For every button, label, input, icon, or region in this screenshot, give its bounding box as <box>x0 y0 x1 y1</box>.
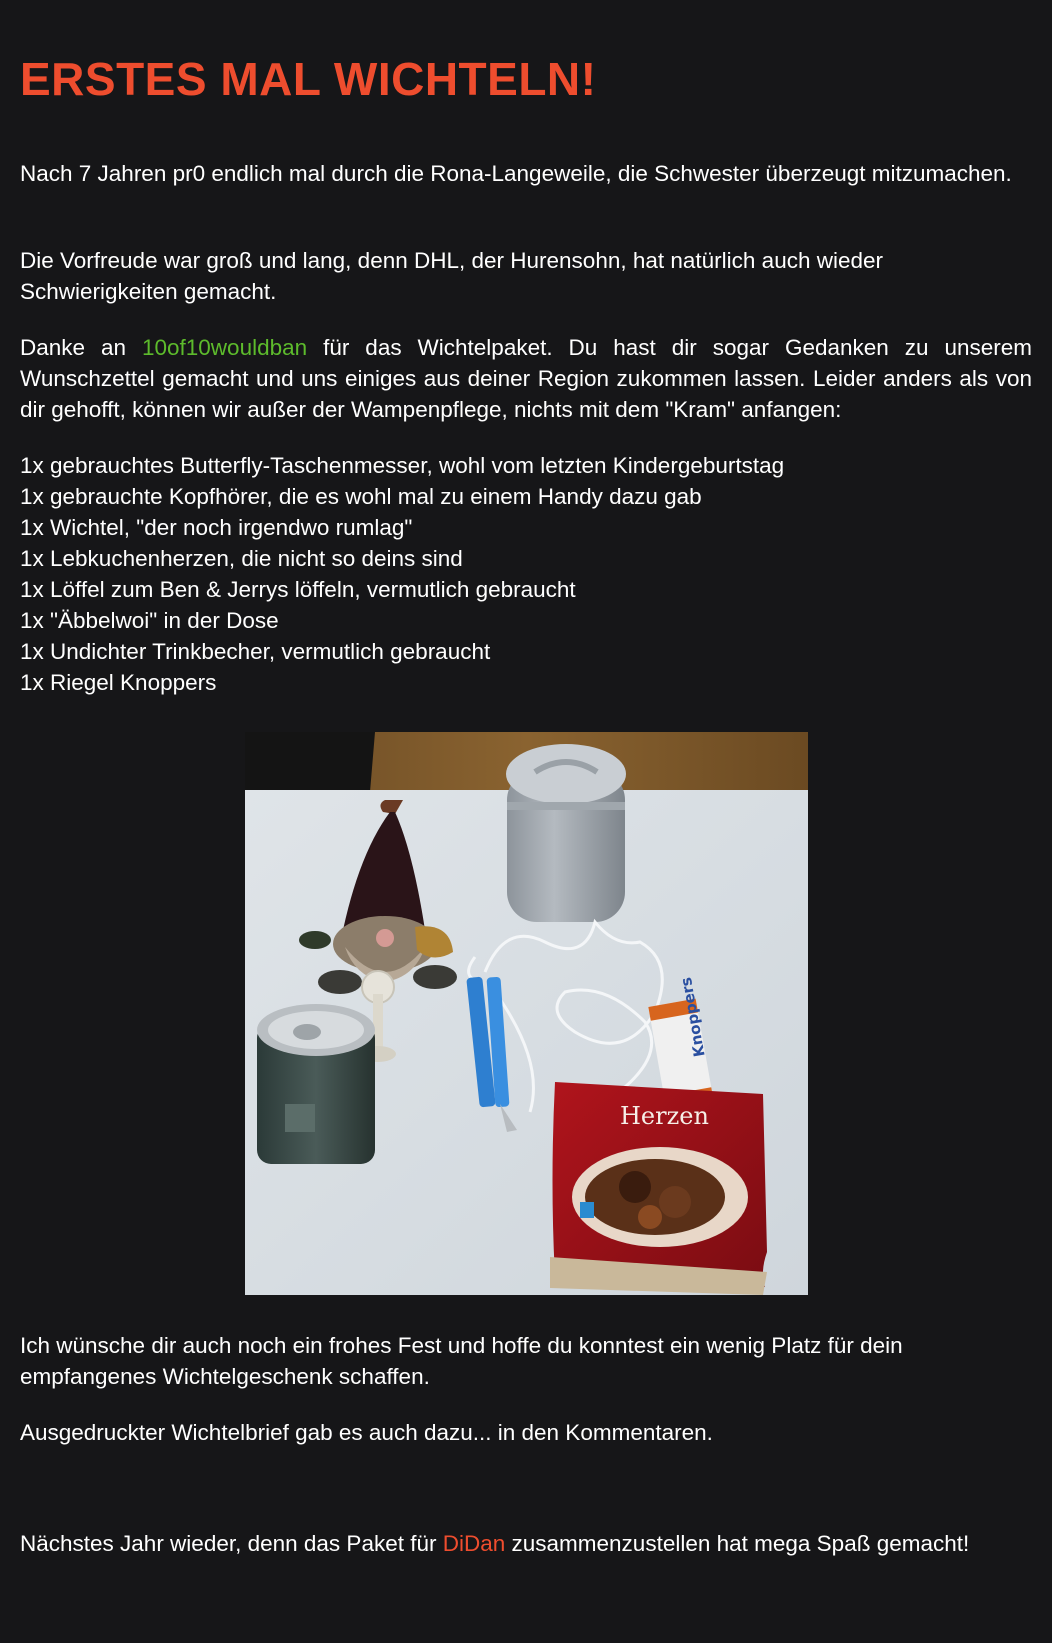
closing-paragraph <box>20 1528 1032 1559</box>
list-item: 1x Undichter Trinkbecher, vermutlich gebraucht <box>20 639 491 664</box>
list-item: 1x "Äbbelwoi" in der Dose <box>20 608 279 633</box>
post-title: ERSTES MAL WICHTELN! <box>20 53 597 105</box>
gift-photo[interactable] <box>245 732 808 1295</box>
gingerbread-hearts-bag <box>550 1082 767 1295</box>
list-item: 1x Löffel zum Ben & Jerrys löffeln, vermutlich gebraucht <box>20 577 576 602</box>
thanks-text-before: Danke an <box>20 335 142 360</box>
closing-text-before: Nächstes Jahr wieder, denn das Paket für <box>20 1531 443 1556</box>
list-item: 1x Riegel Knoppers <box>20 670 217 695</box>
bag-label: Herzen <box>620 1102 709 1130</box>
apple-wine-can <box>257 1004 375 1164</box>
gift-photo-illustration <box>245 732 808 1295</box>
thanks-paragraph <box>20 332 1032 425</box>
intro-paragraph: Nach 7 Jahren pr0 endlich mal durch die Rona-Langeweile, die Schwester überzeugt mitzumachen. <box>20 161 1012 186</box>
list-item: 1x Wichtel, "der noch irgendwo rumlag" <box>20 515 413 540</box>
dark-object-shadow <box>245 732 375 794</box>
thanks-text-after: für das Wichtelpaket. Du hast dir sogar Gedanken zu unserem Wunschzettel gemacht und uns einiges aus deiner Region zukommen lassen. Leider anders als von dir gehofft, können wir außer der Wampenpflege, nichts mit dem "Kram" anfangen: <box>20 335 1032 422</box>
delivery-paragraph: Die Vorfreude war groß und lang, denn DHL, der Hurensohn, hat natürlich auch wieder Schwierigkeiten gemacht. <box>20 248 883 304</box>
list-item: 1x gebrauchte Kopfhörer, die es wohl mal zu einem Handy dazu gab <box>20 484 702 509</box>
list-item: 1x Lebkuchenherzen, die nicht so deins sind <box>20 546 463 571</box>
user-link-didan[interactable]: DiDan <box>442 1531 506 1556</box>
wishes-paragraph: Ich wünsche dir auch noch ein frohes Fest und hoffe du konntest ein wenig Platz für dein empfangenes Wichtelgeschenk schaffen. <box>20 1333 903 1389</box>
knoppers-label: Knoppers <box>676 975 709 1059</box>
user-link-10of10wouldban[interactable]: 10of10wouldban <box>141 335 308 360</box>
letter-paragraph: Ausgedruckter Wichtelbrief gab es auch dazu... in den Kommentaren. <box>20 1420 713 1445</box>
closing-text-after: zusammenzustellen hat mega Spaß gemacht! <box>505 1531 970 1556</box>
list-item: 1x gebrauchtes Butterfly-Taschenmesser, wohl vom letzten Kindergeburtstag <box>20 453 785 478</box>
drinking-cup <box>506 744 626 922</box>
item-list <box>20 450 1032 698</box>
